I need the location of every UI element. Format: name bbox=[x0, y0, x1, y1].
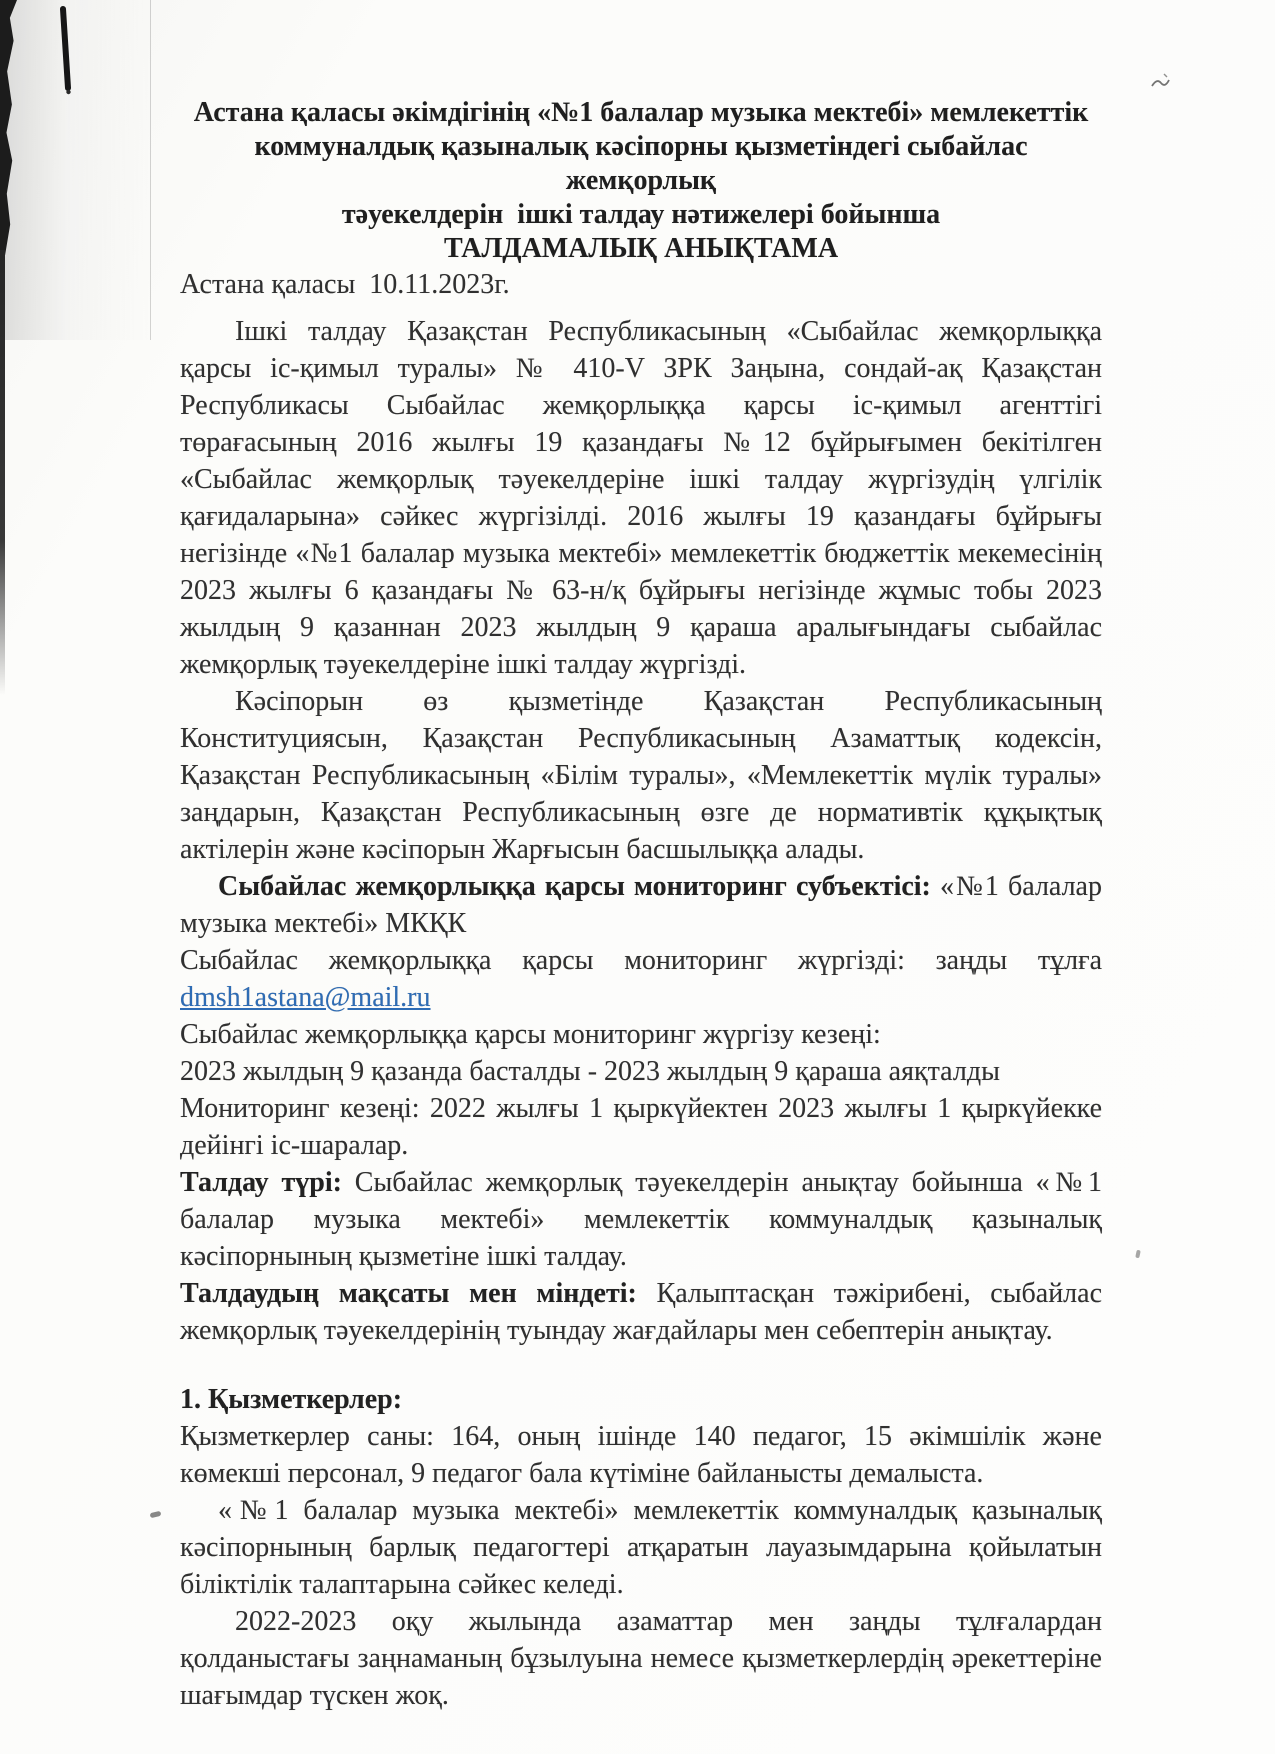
document-body bbox=[180, 96, 1102, 1714]
document-title-heading: ТАЛДАМАЛЫҚ АНЫҚТАМА bbox=[443, 233, 839, 264]
scan-dash-mark bbox=[150, 1511, 162, 1519]
document-title-line-1: Астана қаласы әкімдігінің «№1 балалар музыка мектебі» мемлекеттік bbox=[193, 97, 1089, 128]
analysis-type-text: Сыбайлас жемқорлық тәуекелдерін анықтау бойынша «№1 балалар музыка мектебі» мемлекеттік коммуналдық қазыналық кәсіпорнының қызметіне ішкі талдау. bbox=[180, 1167, 1102, 1272]
paragraph-monitoring-scope: Мониторинг кезеңі: 2022 жылғы 1 қыркүйектен 2023 жылғы 1 қыркүйекке дейінгі іс-шаралар. bbox=[180, 1093, 1102, 1161]
analysis-goal-label: Талдаудың мақсаты мен міндеті: bbox=[180, 1278, 637, 1309]
paragraph-period-dates: 2023 жылдың 9 қазанда басталды - 2023 жылдың 9 қараша аяқталды bbox=[180, 1056, 1000, 1087]
paragraph-analysis-goal bbox=[180, 1275, 1102, 1349]
paragraph-conducted-by: Сыбайлас жемқорлыққа қарсы мониторинг жүргізді: заңды тұлға bbox=[180, 945, 1102, 976]
document-title-line-2: коммуналдық қазыналық кәсіпорны қызметіндегі сыбайлас жемқорлық bbox=[254, 131, 1035, 196]
monitoring-subject-value: «№1 балалар музыка мектебі» МКҚК bbox=[180, 871, 1102, 939]
paragraph-monitoring-subject bbox=[180, 868, 1102, 942]
section-1-heading: 1. Қызметкерлер: bbox=[180, 1384, 403, 1415]
paragraph-complaints: 2022-2023 оқу жылында азаматтар мен заңды тұлғалардан қолданыстағы заңнаманың бұзылуына немесе қызметкерлердің әрекеттеріне шағымдар түскен жоқ. bbox=[180, 1606, 1102, 1711]
analysis-type-label: Талдау түрі: bbox=[180, 1167, 342, 1198]
paragraph-intro: Ішкі талдау Қазақстан Республикасының «Сыбайлас жемқорлыққа қарсы іс-қимыл туралы» № 410-V ЗРК Заңына, сондай-ақ Қазақстан Республикасы Сыбайлас жемқорлыққа қарсы іс-қимыл агенттігі төрағасының 2016 жылғы 19 қазандағы №12 бұйрығымен бекітілген «Сыбайлас жемқорлық тәуекелдеріне ішкі талдау жүргізудің үлгілік қағидаларына» сәйкес жүргізілді. 2016 жылғы 19 қазандағы бұйрығы негізінде «№1 балалар музыка мектебі» мемлекеттік бюджеттік мекемесінің 2023 жылғы 6 қазандағы № 63-н/қ бұйрығы негізінде жұмыс тобы 2023 жылдың 9 қазаннан 2023 жылдың 9 қараша аралығындағы сыбайлас жемқорлық тәуекелдеріне ішкі талдау жүргізді. bbox=[180, 316, 1102, 680]
paragraph-staff-count: Қызметкерлер саны: 164, оның ішінде 140 педагог, 15 әкімшілік және көмекші персонал, 9 педагог бала күтіміне байланысты демалыста. bbox=[180, 1421, 1102, 1489]
document-title-line-3: тәуекелдерін ішкі талдау нәтижелері бойынша bbox=[341, 199, 941, 230]
paragraph-legal-basis: Кәсіпорын өз қызметінде Қазақстан Республикасының Конституциясын, Қазақстан Республикасының Азаматтық кодексін, Қазақстан Республикасының «Білім туралы», «Мемлекеттік мүлік туралы» заңдарын, Қазақстан Республикасының өзге де нормативтік құқықтық актілерін және кәсіпорын Жарғысын басшылыққа алады. bbox=[180, 686, 1102, 865]
paragraph-qualification: «№1 балалар музыка мектебі» мемлекеттік коммуналдық қазыналық кәсіпорнының барлық педагогтері атқаратын лауазымдарына қойылатын біліктілік талаптарына сәйкес келеді. bbox=[180, 1495, 1102, 1600]
pen-mark bbox=[55, 6, 79, 98]
spacer bbox=[180, 303, 1102, 313]
dateline: Астана қаласы 10.11.2023г. bbox=[180, 269, 510, 300]
paragraph-analysis-type bbox=[180, 1164, 1102, 1275]
monitoring-subject-label: Сыбайлас жемқорлыққа қарсы мониторинг субъектісі: bbox=[218, 871, 931, 902]
paragraph-email bbox=[180, 979, 1102, 1016]
paragraph-period-label: Сыбайлас жемқорлыққа қарсы мониторинг жүргізу кезеңі: bbox=[180, 1019, 881, 1050]
email-link[interactable]: dmsh1astana@mail.ru bbox=[180, 982, 431, 1013]
scan-speck-icon bbox=[1148, 70, 1174, 92]
scan-speck-small bbox=[1135, 1250, 1141, 1259]
scan-edge-strip-mid bbox=[0, 250, 5, 695]
analysis-goal-text: Қалыптасқан тәжірибені, сыбайлас жемқорлық тәуекелдерінің туындау жағдайлары мен себептерін анықтау. bbox=[180, 1278, 1103, 1346]
